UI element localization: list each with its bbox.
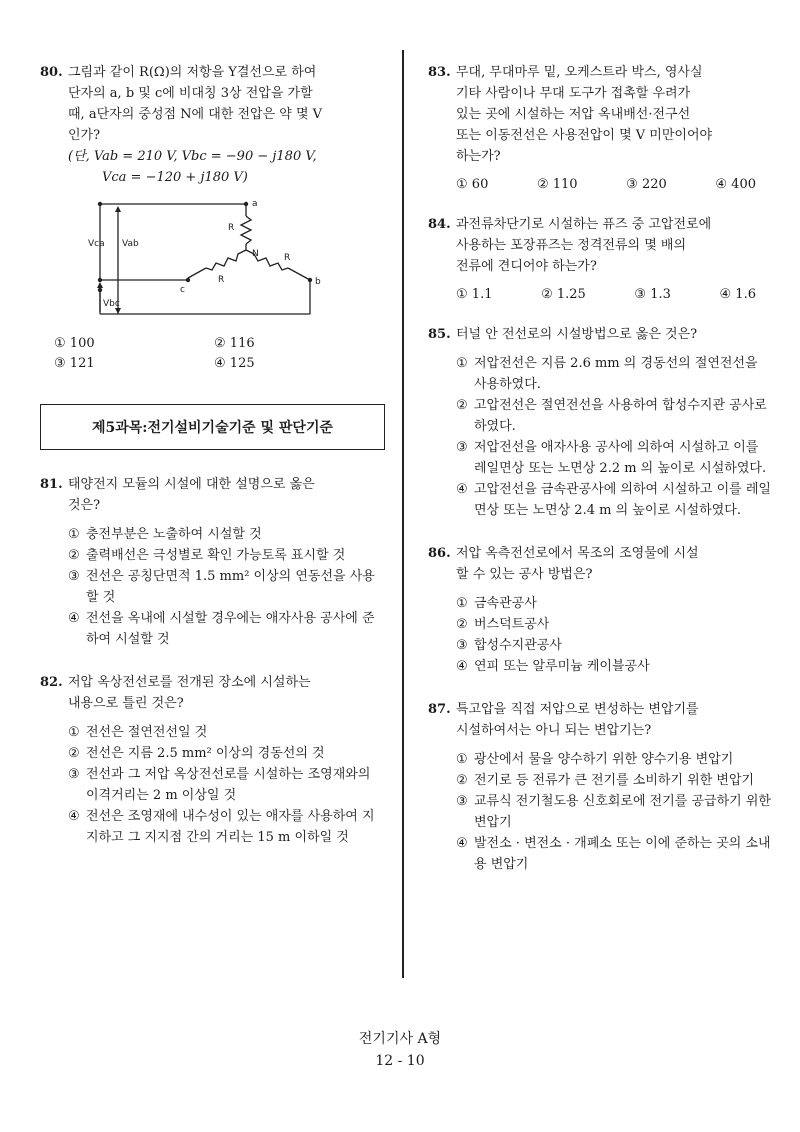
question-87	[428, 699, 773, 875]
option-3[interactable]: ③ 교류식 전기철도용 신호회로에 전기를 공급하기 위한 변압기	[456, 794, 771, 830]
option-3[interactable]: ③ 전선과 그 저압 옥상전선로를 시설하는 조영재와의 이격거리는 2 m 이상일 것	[68, 767, 371, 803]
question-number: 83.	[428, 65, 451, 80]
answer-options	[68, 722, 385, 848]
option-2[interactable]: ② 116	[214, 336, 255, 351]
question-number: 81.	[40, 477, 63, 492]
option-4[interactable]: ④ 고압전선을 금속관공사에 의하여 시설하고 이를 레일면상 또는 노면상 2.4 m 의 높이로 시설하였다.	[456, 482, 771, 518]
question-text: 터널 안 전선로의 시설방법으로 옳은 것은?	[456, 327, 698, 342]
option-1[interactable]: ① 60	[456, 177, 489, 192]
exam-title: 전기기사 A형	[358, 1031, 442, 1047]
answer-options	[456, 749, 773, 875]
option-3[interactable]: ③ 합성수지관공사	[456, 638, 562, 653]
circuit-diagram	[88, 198, 338, 316]
option-2[interactable]: ② 고압전선은 절연전선을 사용하여 합성수지관 공사로 하였다.	[456, 398, 767, 434]
option-1[interactable]: ① 전선은 절연전선일 것	[68, 725, 208, 740]
option-1[interactable]: ① 1.1	[456, 287, 493, 302]
option-1[interactable]: ① 광산에서 물을 양수하기 위한 양수기용 변압기	[456, 752, 734, 767]
terminal-c-label: c	[180, 285, 185, 295]
resistor-a-label: R	[228, 223, 235, 233]
voltage-vbc-label: Vbc	[103, 299, 120, 309]
neutral-n-label: N	[252, 249, 259, 259]
option-3[interactable]: ③ 220	[626, 177, 667, 192]
option-2[interactable]: ② 버스덕트공사	[456, 617, 550, 632]
option-2[interactable]: ② 전선은 지름 2.5 mm² 이상의 경동선의 것	[68, 746, 325, 761]
answer-options	[68, 524, 385, 650]
answer-options	[456, 593, 773, 677]
left-column	[40, 62, 385, 870]
option-1[interactable]: ① 충전부분은 노출하여 시설할 것	[68, 527, 262, 542]
question-82	[40, 672, 385, 848]
question-83	[428, 62, 773, 192]
option-2[interactable]: ② 110	[536, 177, 578, 192]
right-column	[428, 62, 773, 897]
question-number: 84.	[428, 217, 451, 232]
question-text: 저압 옥상전선로를 전개된 장소에 시설하는 내용으로 틀린 것은?	[68, 675, 311, 711]
option-4[interactable]: ④ 전선을 옥내에 시설할 경우에는 애자사용 공사에 준하여 시설할 것	[68, 611, 375, 647]
option-4[interactable]: ④ 발전소 · 변전소 · 개폐소 또는 이에 준하는 곳의 소내용 변압기	[456, 836, 771, 872]
option-2[interactable]: ② 출력배선은 극성별로 확인 가능토록 표시할 것	[68, 548, 346, 563]
option-3[interactable]: ③ 121	[54, 356, 95, 371]
option-4[interactable]: ④ 400	[715, 177, 756, 192]
question-text: 그림과 같이 R(Ω)의 저항을 Y결선으로 하여 단자의 a, b 및 c에 비대칭 3상 전압을 가할 때, a단자의 중성점 N에 대한 전압은 약 몇 V 인가?	[68, 65, 323, 143]
section-title: 제5과목:전기설비기술기준 및 판단기준	[40, 404, 385, 450]
answer-options	[456, 353, 773, 521]
answer-options	[54, 334, 385, 374]
option-1[interactable]: ① 금속관공사	[456, 596, 537, 611]
question-text: 무대, 무대마루 밑, 오케스트라 박스, 영사실 기타 사람이나 무대 도구가 접촉할 우려가 있는 곳에 시설하는 저압 옥내배선·전구선 또는 이동전선은 사용전압이 몇 V 미만이어야 하는가?	[456, 65, 713, 164]
question-number: 82.	[40, 675, 63, 690]
question-81	[40, 474, 385, 650]
question-number: 86.	[428, 546, 451, 561]
column-divider	[402, 50, 404, 978]
option-1[interactable]: ① 저압전선은 지름 2.6 mm 의 경동선의 절연전선을 사용하였다.	[456, 356, 758, 392]
voltage-vca-label: Vca	[88, 239, 105, 249]
question-number: 87.	[428, 702, 451, 717]
question-number: 80.	[40, 65, 63, 80]
question-text: 저압 옥측전선로에서 목조의 조영물에 시설 할 수 있는 공사 방법은?	[456, 546, 699, 582]
option-2[interactable]: ② 전기로 등 전류가 큰 전기를 소비하기 위한 변압기	[456, 773, 755, 788]
terminal-b-label: b	[315, 277, 321, 287]
question-86	[428, 543, 773, 677]
option-2[interactable]: ② 1.25	[541, 287, 586, 302]
resistor-c-label: R	[218, 275, 225, 285]
question-text: 특고압을 직접 저압으로 변성하는 변압기를 시설하여서는 아니 되는 변압기는?	[456, 702, 699, 738]
question-text: 과전류차단기로 시설하는 퓨즈 중 고압전로에 사용하는 포장퓨즈는 정격전류의 몇 배의 전류에 견디어야 하는가?	[456, 217, 712, 274]
option-3[interactable]: ③ 1.3	[634, 287, 671, 302]
question-85	[428, 324, 773, 521]
given-conditions: (단, Vab = 210 V, Vbc = −90 − j180 V, Vca = −120 + j180 V)	[68, 149, 317, 185]
option-4[interactable]: ④ 연피 또는 알루미늄 케이블공사	[456, 659, 650, 674]
question-number: 85.	[428, 327, 451, 342]
resistor-b-label: R	[284, 253, 291, 263]
option-4[interactable]: ④ 1.6	[719, 287, 756, 302]
page-number: 12 - 10	[375, 1053, 425, 1069]
voltage-vab-label: Vab	[122, 239, 139, 249]
option-1[interactable]: ① 100	[54, 336, 95, 351]
page-footer	[0, 1028, 800, 1072]
question-80	[40, 62, 385, 374]
option-4[interactable]: ④ 125	[214, 356, 255, 371]
answer-options	[456, 177, 756, 192]
option-4[interactable]: ④ 전선은 조영재에 내수성이 있는 애자를 사용하여 지지하고 그 지지점 간의 거리는 15 m 이하일 것	[68, 809, 375, 845]
option-3[interactable]: ③ 저압전선을 애자사용 공사에 의하여 시설하고 이를 레일면상 또는 노면상 2.2 m 의 높이로 시설하였다.	[456, 440, 767, 476]
option-3[interactable]: ③ 전선은 공칭단면적 1.5 mm² 이상의 연동선을 사용할 것	[68, 569, 375, 605]
terminal-a-label: a	[252, 199, 258, 209]
question-text: 태양전지 모듈의 시설에 대한 설명으로 옳은 것은?	[68, 477, 315, 513]
question-84	[428, 214, 773, 302]
answer-options	[456, 287, 756, 302]
